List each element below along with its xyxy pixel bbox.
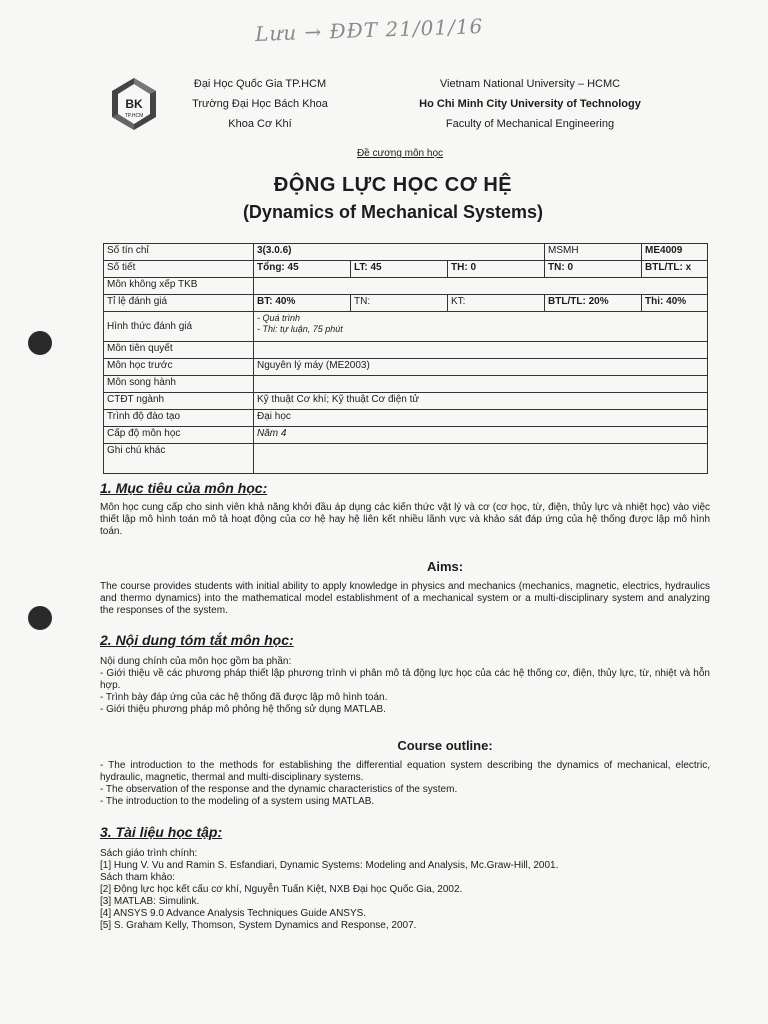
form-line1: - Quá trình bbox=[257, 313, 301, 323]
summary-line: - Giới thiệu phương pháp mô phỏng hệ thống sử dụng MATLAB. bbox=[100, 704, 386, 715]
year-label: Cấp độ môn học bbox=[104, 427, 254, 444]
table-row bbox=[104, 444, 708, 474]
ratio-thi: Thi: 40% bbox=[642, 295, 708, 312]
notes-label: Ghi chú khác bbox=[104, 444, 254, 474]
reference-line: [4] ANSYS 9.0 Advance Analysis Techniques Guide ANSYS. bbox=[100, 908, 367, 919]
punch-hole-bottom bbox=[28, 606, 52, 630]
year-value: Năm 4 bbox=[254, 427, 708, 444]
prereq-label: Môn tiên quyết bbox=[104, 342, 254, 359]
credits-value: 3(3.0.6) bbox=[254, 244, 545, 261]
periods-label: Số tiết bbox=[104, 261, 254, 278]
course-info-table bbox=[103, 243, 708, 474]
header-vn-line3: Khoa Cơ Khí bbox=[228, 118, 292, 130]
header-en-line2: Ho Chi Minh City University of Technology bbox=[419, 98, 641, 110]
header-en-line1: Vietnam National University – HCMC bbox=[439, 78, 621, 90]
credits-label: Số tín chỉ bbox=[104, 244, 254, 261]
outline-line: - The introduction to the methods for establishing the differential equation system describing the dynamics of mechanical, electric, hydraulic, magnetic, thermal and multi-disciplinary systems. bbox=[100, 760, 710, 783]
msmh-label: MSMH bbox=[545, 244, 642, 261]
reference-line: [2] Động lực học kết cấu cơ khí, Nguyễn Tuấn Kiệt, NXB Đại học Quốc Gia, 2002. bbox=[100, 884, 463, 895]
section-references bbox=[100, 826, 710, 932]
form-value bbox=[254, 312, 708, 342]
table-row bbox=[104, 261, 708, 278]
periods-th: TH: 0 bbox=[448, 261, 545, 278]
periods-total: Tổng: 45 bbox=[254, 261, 351, 278]
summary-list bbox=[100, 656, 710, 716]
tkb-value bbox=[254, 278, 708, 295]
reference-line: Sách giáo trình chính: bbox=[100, 848, 198, 859]
objectives-heading: 1. Mục tiêu của môn học: bbox=[100, 480, 268, 496]
msmh-value: ME4009 bbox=[642, 244, 708, 261]
section-aims bbox=[100, 561, 710, 617]
parallel-value bbox=[254, 376, 708, 393]
ratio-bt: BT: 40% bbox=[254, 295, 351, 312]
references-list bbox=[100, 848, 710, 932]
reference-line: [5] S. Graham Kelly, Thomson, System Dynamics and Response, 2007. bbox=[100, 920, 417, 931]
form-label: Hình thức đánh giá bbox=[104, 312, 254, 342]
table-row bbox=[104, 427, 708, 444]
program-label: CTĐT ngành bbox=[104, 393, 254, 410]
header-english bbox=[400, 74, 660, 134]
level-value: Đại học bbox=[254, 410, 708, 427]
logo-subtext: TP.HCM bbox=[124, 113, 144, 119]
table-row bbox=[104, 295, 708, 312]
university-logo bbox=[106, 76, 162, 132]
notes-value bbox=[254, 444, 708, 474]
table-row bbox=[104, 410, 708, 427]
summary-line: - Trình bày đáp ứng của các hệ thống đã được lập mô hình toán. bbox=[100, 692, 388, 703]
punch-hole-top bbox=[28, 331, 52, 355]
header-en-line3: Faculty of Mechanical Engineering bbox=[445, 118, 615, 130]
prior-value: Nguyên lý máy (ME2003) bbox=[254, 359, 708, 376]
table-row bbox=[104, 342, 708, 359]
header-vietnamese bbox=[170, 74, 350, 134]
ratio-btl: BTL/TL: 20% bbox=[545, 295, 642, 312]
objectives-body: Môn học cung cấp cho sinh viên khả năng khởi đầu áp dụng các kiến thức vật lý và cơ (cơ học, từ, điện, thủy lực và nhiệt học) vào việc thiết lập mô hình toán mô tả hoạt động của cơ hệ hay hệ liên kết nhiều lãnh vực và khảo sát đáp ứng của hệ thống được lập mô hình toán. bbox=[100, 502, 710, 537]
references-heading: 3. Tài liệu học tập: bbox=[100, 824, 223, 840]
course-title-english: (Dynamics of Mechanical Systems) bbox=[242, 202, 544, 222]
prior-label: Môn học trước bbox=[104, 359, 254, 376]
section-outline bbox=[100, 740, 710, 808]
reference-line: [1] Hung V. Vu and Ramin S. Esfandiari, Dynamic Systems: Modeling and Analysis, Mc.Graw-Hill, 2001. bbox=[100, 860, 559, 871]
summary-heading: 2. Nội dung tóm tắt môn học: bbox=[100, 632, 294, 648]
header-vn-line1: Đại Học Quốc Gia TP.HCM bbox=[193, 78, 327, 90]
document-header bbox=[100, 72, 660, 142]
table-row bbox=[104, 312, 708, 342]
periods-tn: TN: 0 bbox=[545, 261, 642, 278]
program-value: Kỹ thuật Cơ khí; Kỹ thuật Cơ điện tử bbox=[254, 393, 708, 410]
summary-line: - Giới thiệu về các phương pháp thiết lập phương trình vi phân mô tả động lực học của các hệ thống cơ, điện, thủy lực, từ, nhiệt và hỗn hợp. bbox=[100, 668, 710, 691]
periods-btl: BTL/TL: x bbox=[642, 261, 708, 278]
ratio-label: Tỉ lệ đánh giá bbox=[104, 295, 254, 312]
document-subtitle: Đề cương môn học bbox=[356, 148, 444, 159]
table-row bbox=[104, 359, 708, 376]
form-line2: - Thi: tự luận, 75 phút bbox=[257, 324, 343, 334]
reference-line: [3] MATLAB: Simulink. bbox=[100, 896, 200, 907]
outline-line: - The introduction to the modeling of a system using MATLAB. bbox=[100, 796, 375, 807]
ratio-tn: TN: bbox=[351, 295, 448, 312]
table-row bbox=[104, 393, 708, 410]
course-title-vietnamese: ĐỘNG LỰC HỌC CƠ HỆ bbox=[273, 174, 513, 196]
logo-text: BK bbox=[125, 97, 143, 111]
outline-line: - The observation of the response and the dynamic characteristics of the system. bbox=[100, 784, 458, 795]
table-row bbox=[104, 376, 708, 393]
handwritten-note: Lưu → ĐĐT 21/01/16 bbox=[254, 14, 484, 46]
parallel-label: Môn song hành bbox=[104, 376, 254, 393]
prereq-value bbox=[254, 342, 708, 359]
periods-lt: LT: 45 bbox=[351, 261, 448, 278]
ratio-kt: KT: bbox=[448, 295, 545, 312]
reference-line: Sách tham khảo: bbox=[100, 872, 176, 883]
aims-heading: Aims: bbox=[426, 559, 464, 574]
table-row bbox=[104, 244, 708, 261]
section-objectives bbox=[100, 482, 710, 538]
aims-body: The course provides students with initial ability to apply knowledge in physics and mechanics (mechanics, magnetic, electrics, hydraulics and thermo dynamics) into the mathematical model establishment of a mechanical system or a multi-disciplinary system and analyzing the responses of the system. bbox=[100, 581, 710, 616]
level-label: Trình độ đào tạo bbox=[104, 410, 254, 427]
outline-heading: Course outline: bbox=[397, 738, 493, 753]
header-vn-line2: Trường Đại Học Bách Khoa bbox=[192, 98, 328, 110]
table-row bbox=[104, 278, 708, 295]
tkb-label: Môn không xếp TKB bbox=[104, 278, 254, 295]
summary-line: Nội dung chính của môn học gồm ba phần: bbox=[100, 656, 292, 667]
section-summary bbox=[100, 634, 710, 716]
outline-list bbox=[100, 760, 710, 808]
